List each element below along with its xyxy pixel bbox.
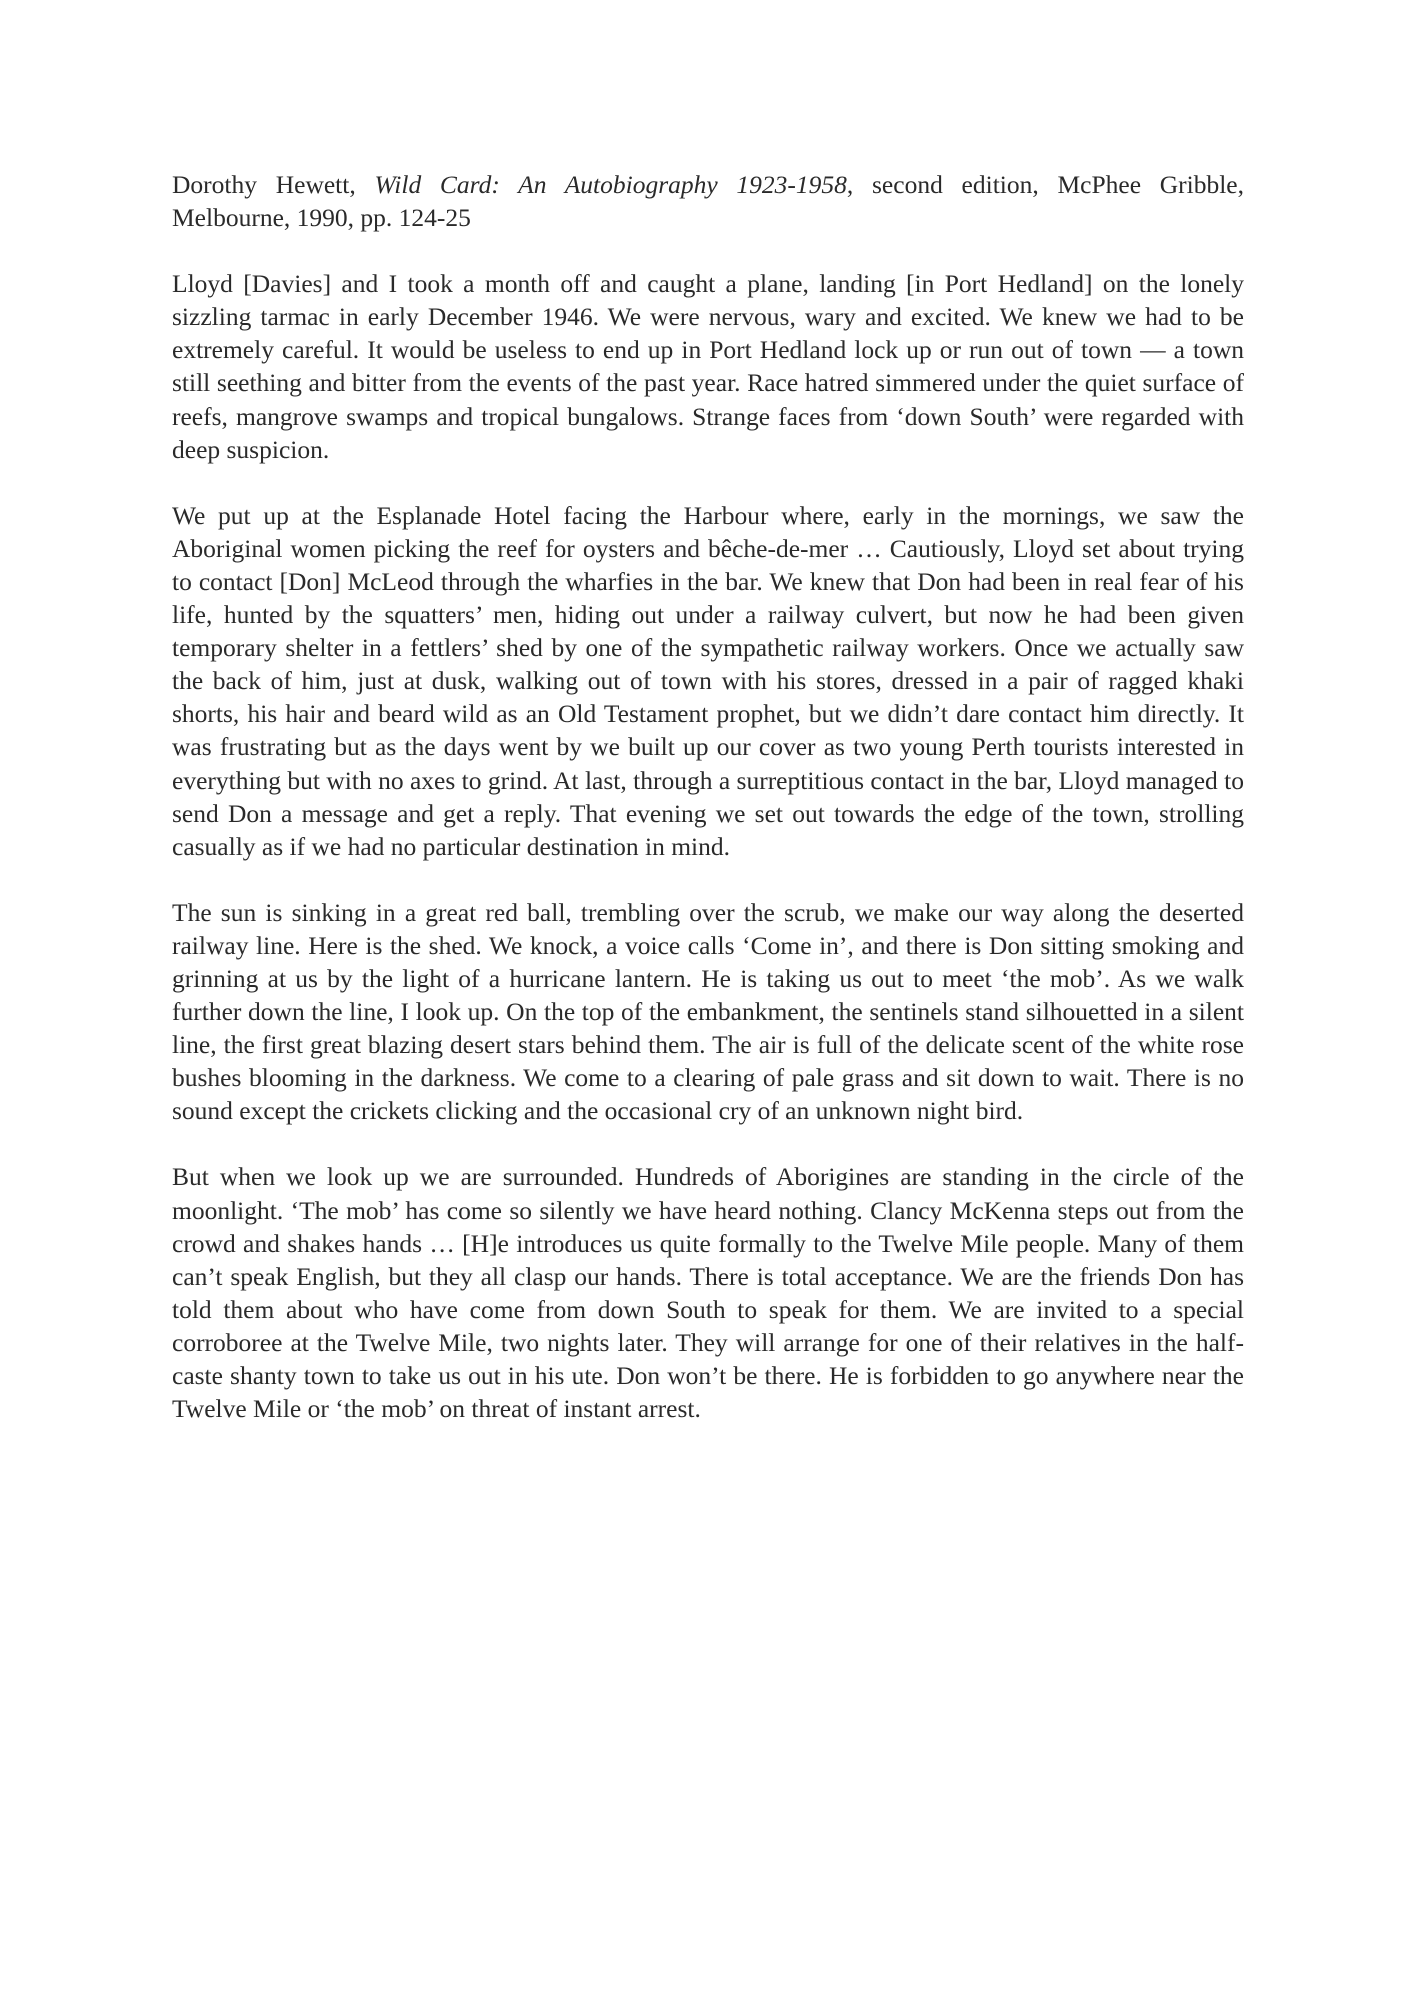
citation-author: Dorothy Hewett, bbox=[172, 170, 375, 199]
paragraph-arrival: Lloyd [Davies] and I took a month off and caught a plane, landing [in Port Hedland] on the lonely sizzling tarmac in early December 1946. We were nervous, wary and excited. We knew we had to be extremely careful. It would be useless to end up in Port Hedland lock up or run out of town — a town still seething and bitter from the events of the past year. Race hatred simmered under the quiet surface of reefs, mangrove swamps and tropical bungalows. Strange faces from ‘down South’ were regarded with deep suspicion. bbox=[172, 269, 1244, 464]
paragraph-twelve-mile-people: But when we look up we are surrounded. Hundreds of Aborigines are standing in the circle of the moonlight. ‘The mob’ has come so silently we have heard nothing. Clancy McKenna steps out from the crowd and shakes hands … [H]e introduces us quite formally to the Twelve Mile people. Many of them can’t speak English, but they all clasp our hands. There is total acceptance. We are the friends Don has told them about who have come from down South to speak for them. We are invited to a special corroboree at the Twelve Mile, two nights later. They will arrange for one of their relatives in the half-caste shanty town to take us out in his ute. Don won’t be there. He is forbidden to go anywhere near the Twelve Mile or ‘the mob’ on threat of instant arrest. bbox=[172, 1162, 1244, 1424]
paragraph-railway-shed: The sun is sinking in a great red ball, trembling over the scrub, we make our way along the deserted railway line. Here is the shed. We knock, a voice calls ‘Come in’, and there is Don sitting smoking and grinning at us by the light of a hurricane lantern. He is taking us out to meet ‘the mob’. As we walk further down the line, I look up. On the top of the embankment, the sentinels stand silhouetted in a silent line, the first great blazing desert stars behind them. The air is full of the delicate scent of the white rose bushes blooming in the darkness. We come to a clearing of pale grass and sit down to wait. There is no sound except the crickets clicking and the occasional cry of an unknown night bird. bbox=[172, 897, 1244, 1126]
citation-title: Wild Card: An Autobiography 1923-1958 bbox=[374, 170, 847, 199]
paragraph-esplanade-hotel: We put up at the Esplanade Hotel facing the Harbour where, early in the mornings, we saw the Aboriginal women picking the reef for oysters and bêche-de-mer … Cautiously, Lloyd set about trying to contact [Don] McLeod through the wharfies in the bar. We knew that Don had been in real fear of his life, hunted by the squatters’ men, hiding out under a railway culvert, but now he had been given temporary shelter in a fettlers’ shed by one of the sympathetic railway workers. Once we actually saw the back of him, just at dusk, walking out of town with his stores, dressed in a pair of ragged khaki shorts, his hair and beard wild as an Old Testament prophet, but we didn’t dare contact him directly. It was frustrating but as the days went by we built up our cover as two young Perth tourists interested in everything but with no axes to grind. At last, through a surreptitious contact in the bar, Lloyd managed to send Don a message and get a reply. That evening we set out towards the edge of the town, strolling casually as if we had no particular destination in mind. bbox=[172, 500, 1244, 861]
citation-details: , second edition, McPhee Gribble, Melbourne, 1990, pp. 124-25 bbox=[172, 170, 1244, 233]
document-page bbox=[172, 168, 1244, 1458]
citation bbox=[172, 168, 1244, 234]
